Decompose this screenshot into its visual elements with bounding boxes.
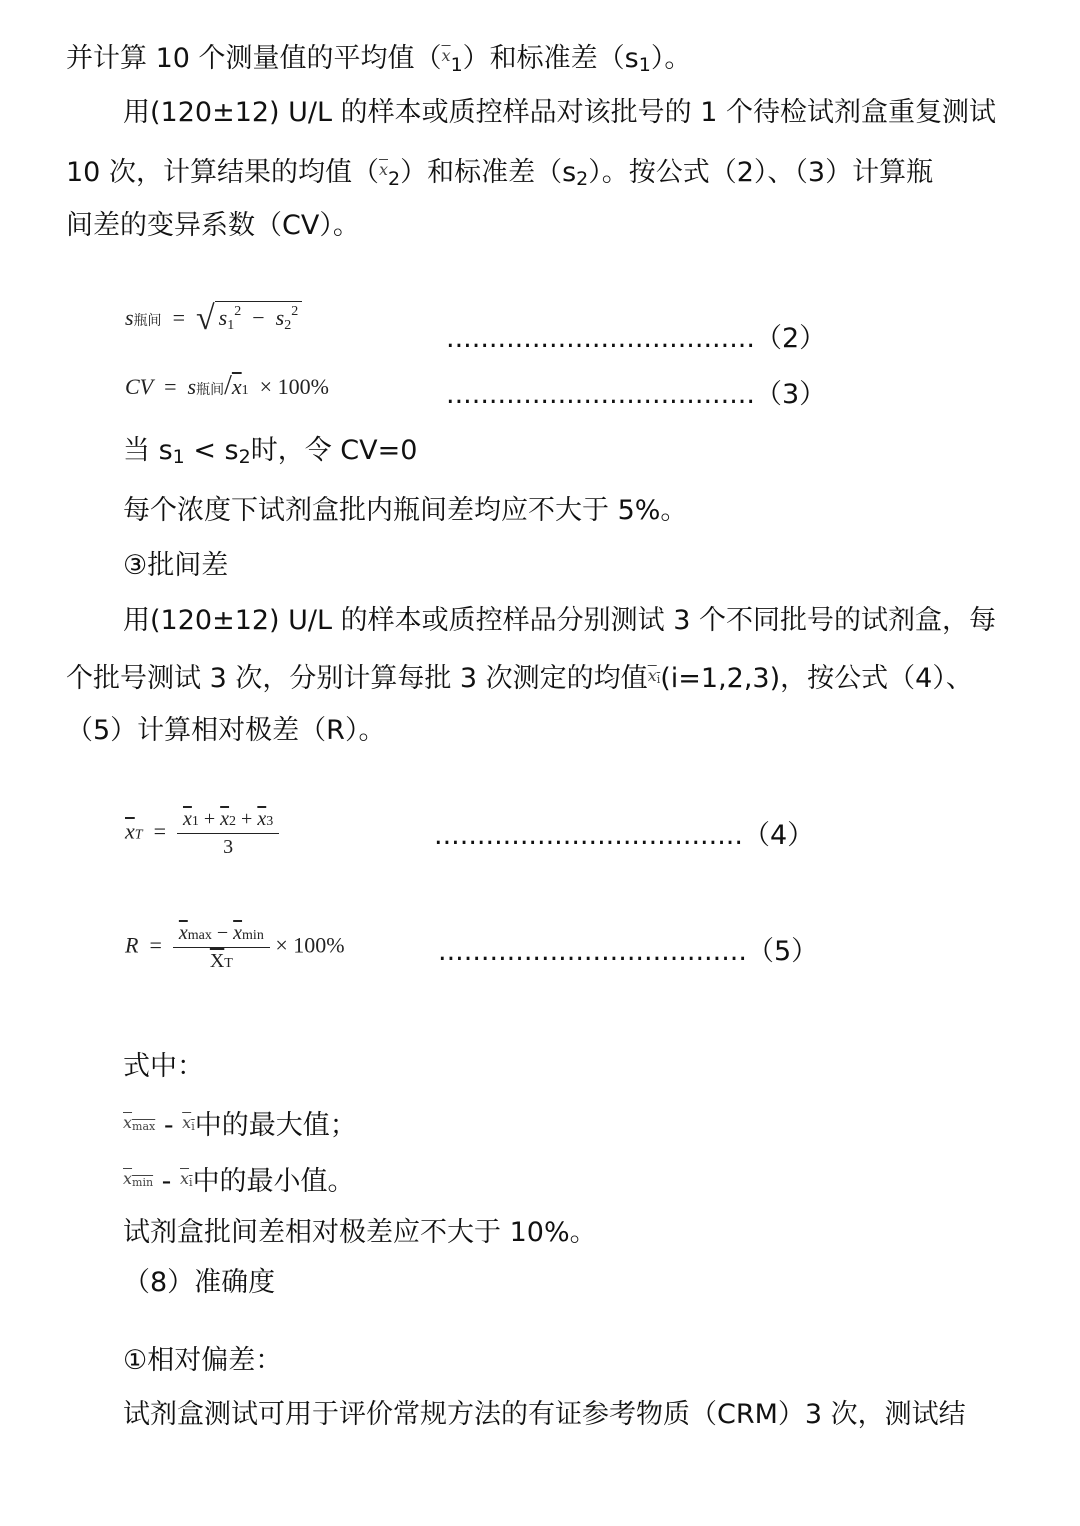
definition-min: $^{xmin}$ - $^{xi}$中的最小值。 — [123, 1166, 355, 1197]
section-heading: （8）准确度 — [123, 1267, 276, 1298]
x-bar-symbol: xi — [647, 666, 661, 686]
paragraph-line: 试剂盒测试可用于评价常规方法的有证参考物质（CRM）3 次，测试结 — [123, 1399, 966, 1430]
x-bar-symbol: xmax — [123, 1113, 156, 1133]
x-bar-symbol: x — [378, 160, 388, 179]
formula-3-leader: ....................................（3） — [446, 379, 827, 410]
paragraph-line: 10 次，计算结果的均值（$^{\overline{x}}_2$）和标准差$(s_2)$。按公式（2）、（3）计算瓶 — [66, 157, 934, 190]
formula-4-leader: ....................................（4） — [434, 820, 815, 851]
formula-2: s瓶间 = √ $s1^2 - s2^2$ — [125, 300, 302, 338]
condition-line: 当 $s_1 < s_2$时，令 CV=0 — [123, 435, 418, 468]
paragraph-line: 用(120±12) U/L 的样本或质控样品对该批号的 1 个待检试剂盒重复测试 — [123, 97, 996, 128]
paragraph-line: 并计算 10 个测量值的平均值（$^{\overline{x}}_1$）和标准差$(s_1)$。 — [66, 43, 692, 76]
x-bar-symbol: xmin — [123, 1169, 154, 1189]
paragraph-line: （5）计算相对极差（R）。 — [66, 715, 386, 746]
formula-5: R = $\frac{\overline{x}\max - \overline{x}\min}{\overline{X}T}$ × 100% — [125, 922, 345, 972]
x-bar-symbol: xi — [182, 1113, 195, 1133]
where-label: 式中： — [123, 1051, 204, 1082]
paragraph-line: 间差的变异系数（CV）。 — [66, 210, 360, 241]
formula-5-leader: ....................................（5） — [438, 936, 819, 967]
paragraph-line: 每个浓度下试剂盒批内瓶间差均应不大于 5%。 — [123, 495, 688, 526]
x-bar-symbol: x — [441, 46, 451, 65]
formula-4: $\overline{x}T$ = $\frac{\overline{x}1 + \overline{x}2 + \overline{x}3}{3}$ — [125, 808, 279, 859]
paragraph-line: 个批号测试 3 次，分别计算每批 3 次测定的均值$^{xi}$(i=1,2,3)，按公式（4）、 — [66, 663, 973, 694]
section-heading: ①相对偏差： — [123, 1345, 283, 1376]
definition-max: $^{xmax}$ - $^{xi}$中的最大值； — [123, 1110, 357, 1141]
formula-2-leader: ....................................（2） — [446, 323, 827, 354]
x-bar-symbol: xi — [180, 1169, 193, 1189]
formula-3: CV = s瓶间$/\overline{x}1 \times 100\%$ — [125, 370, 329, 401]
section-heading: ③批间差 — [123, 550, 229, 581]
paragraph-line: 用(120±12) U/L 的样本或质控样品分别测试 3 个不同批号的试剂盒，每 — [123, 605, 996, 636]
paragraph-line: 试剂盒批间差相对极差应不大于 10%。 — [123, 1217, 597, 1248]
